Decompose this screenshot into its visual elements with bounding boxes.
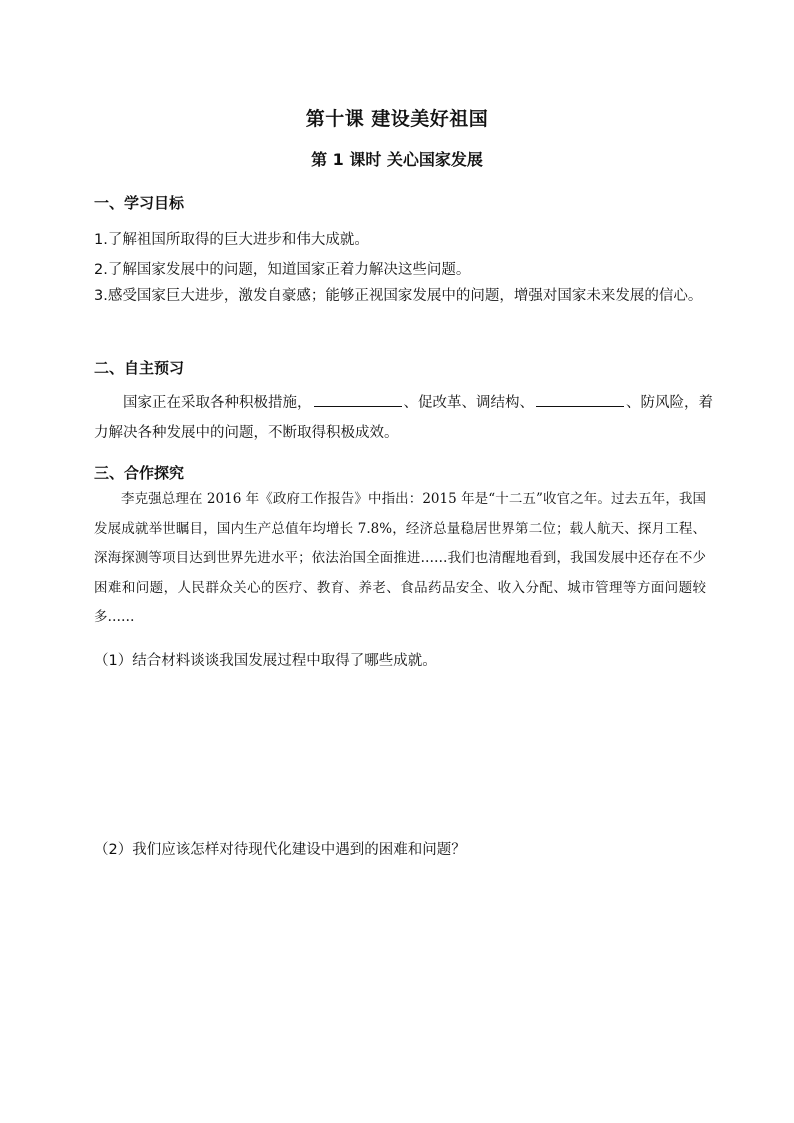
objective-item-2: 2.了解国家发展中的问题，知道国家正着力解决这些问题。 bbox=[94, 262, 471, 278]
objective-item-1: 1.了解祖国所取得的巨大进步和伟大成就。 bbox=[94, 232, 369, 248]
reading-material: 李克强总理在 2016 年《政府工作报告》中指出：2015 年是“十二五”收官之年。过去五年，我国发展成就举世瞩目，国内生产总值年均增长 7.8%，经济总量稳居世界第二位；载人航天、探月工程、深海探测等项目达到世界先进水平；依法治国全面推进……我们也清醒地看到，我国发展中还存在不少困难和问题，人民群众关心的医疗、教育、养老、食品药品安全、收入分配、城市管理等方面问题较多…… bbox=[94, 491, 706, 626]
fill-blank-1[interactable] bbox=[314, 392, 402, 407]
page-subtitle: 第 1 课时 关心国家发展 bbox=[311, 150, 483, 169]
fill-blank-2[interactable] bbox=[536, 392, 624, 407]
preview-text-part3: 、防风险，着力解决各种发展中的问题，不断取得积极成效。 bbox=[94, 395, 713, 441]
section-heading-objectives: 一、学习目标 bbox=[94, 194, 185, 212]
page-title: 第十课 建设美好祖国 bbox=[305, 108, 489, 130]
question-2: （2）我们应该怎样对待现代化建设中遇到的困难和问题？ bbox=[94, 842, 466, 858]
question-1: （1）结合材料谈谈我国发展过程中取得了哪些成就。 bbox=[94, 653, 437, 669]
preview-text-part2: 、促改革、调结构、 bbox=[403, 395, 534, 411]
objective-item-3: 3.感受国家巨大进步，激发自豪感；能够正视国家发展中的问题，增强对国家未来发展的信心。 bbox=[94, 288, 703, 304]
section-heading-inquiry: 三、合作探究 bbox=[94, 464, 185, 482]
preview-text-part1: 国家正在采取各种积极措施， bbox=[123, 395, 312, 411]
section-heading-preview: 二、自主预习 bbox=[94, 359, 185, 377]
preview-paragraph bbox=[94, 388, 714, 448]
